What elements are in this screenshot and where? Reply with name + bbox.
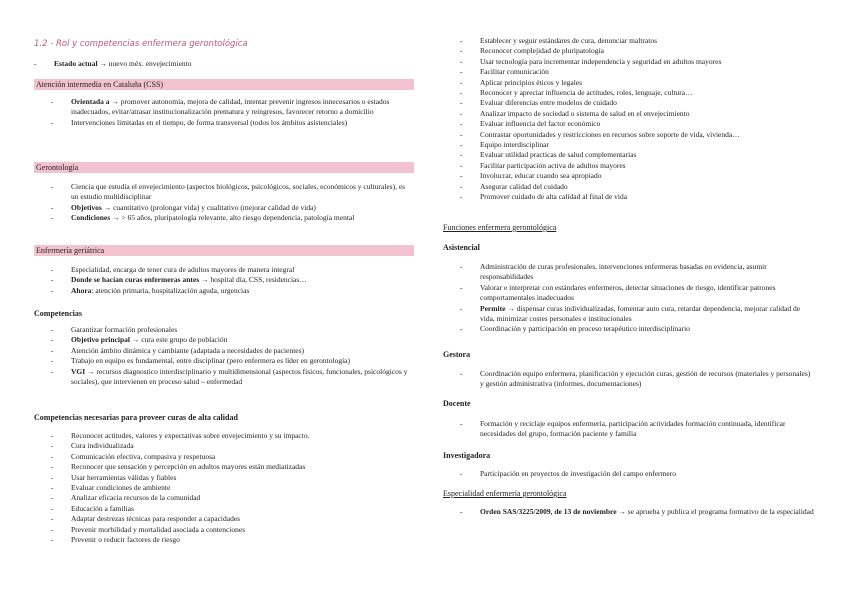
- estado-list: [34, 59, 414, 69]
- page-title: 1.2 - Rol y competencias enfermera gerontológica: [34, 39, 248, 49]
- atencion-header: Atención intermedia en Cataluña (CSS): [34, 79, 414, 90]
- funciones-heading: Funciones enfermera gerontológica: [443, 223, 557, 232]
- list-item: - Involucrar, educar cuando sea apropiado: [460, 171, 815, 181]
- asistencial-list: [460, 262, 815, 335]
- list-item: - Cura individualizada: [51, 441, 411, 451]
- list-item: - Evaluar diferencias entre modelos de cuidado: [460, 98, 815, 108]
- list-item: - Reconocer actitudes, valores y expectativas sobre envejecimiento y su impacto.: [51, 431, 411, 441]
- list-item: - Promover cuidado de alta calidad al final de vida: [460, 192, 815, 202]
- list-item: - Participación en proyectos de investigación del campo enfermero: [460, 469, 815, 479]
- list-item: - Valorar e interpretar con estándares enfermeros, detectar situaciones de riesgo, identificar patrones comportamentales inadecuados: [460, 283, 815, 304]
- list-item: - Reconocer que sensación y percepción en adultos mayores están mediatizadas: [51, 462, 411, 472]
- list-item: - Formación y reciclaje equipos enfermería, participación actividades formación continuada, identificar necesidades del grupo, formación paciente y familia: [460, 419, 815, 440]
- gerontologia-header: Gerontología: [34, 162, 414, 173]
- list-item: - Comunicación efectiva, compasiva y respetuosa: [51, 452, 411, 462]
- list-item: - Administración de curas profesionales, intervenciones enfermeras basadas en evidencia, asumir responsabilidades: [460, 262, 815, 283]
- especialidad-heading: Especialidad enfermería gerontológica: [443, 489, 567, 498]
- list-item: - Donde se hacían curas enfermeras antes → hospital día, CSS, residencias…: [51, 275, 411, 285]
- list-item: - Facilitar comunicación: [460, 67, 815, 77]
- list-item: - Garantizar formación profesionales: [51, 325, 411, 335]
- list-item: - Aplicar principios éticos y legales: [460, 78, 815, 88]
- list-item: - Objetivos → cuantitativo (prolongar vida) y cualitativo (mejorar calidad de vida): [51, 203, 411, 213]
- list-item: - Ahora: atención primaria, hospitalización aguda, urgencias: [51, 286, 411, 296]
- competencias-heading: Competencias: [34, 309, 82, 318]
- docente-list: [460, 419, 815, 440]
- list-item: - Coordinación equipo enfermera, planificación y ejecución curas, gestión de recursos (materiales y personales) y gestión administrativa (informes, documentaciones): [460, 369, 815, 390]
- list-item: - Contrastar oportunidades y restricciones en recursos sobre soporte de vida, vivienda…: [460, 130, 815, 140]
- docente-heading: Docente: [443, 399, 471, 408]
- list-item: - Establecer y seguir estándares de cura, denunciar maltratos: [460, 36, 815, 46]
- necesarias-list: [51, 431, 411, 545]
- enfermeria-header: Enfermería geriátrica: [34, 245, 414, 256]
- list-item: - Educación a familias: [51, 504, 411, 514]
- list-item: - Estado actual → nuevo méx. envejecimiento: [34, 59, 414, 69]
- gerontologia-list: [51, 182, 411, 224]
- list-item: - Reconocer y apreciar influencia de actitudes, roles, lenguaje, cultura…: [460, 88, 815, 98]
- enfermeria-list: [51, 265, 411, 296]
- list-item: - Especialidad, encarga de tener cura de adultos mayores de manera integral: [51, 265, 411, 275]
- list-item: - Permite → dispensar curas individualizadas, fomentar auto cura, retardar dependencia, mejorar calidad de vida, minimizar costes personales e institucionales: [460, 304, 815, 325]
- gestora-list: [460, 369, 815, 390]
- list-item: - Orientada a → promover autonomía, mejora de calidad, intentar prevenir ingresos innecesarios o estados inadecuados, evitar/atrasar institucionalización prematura y reingresos, favorecer retorno a domicilio: [51, 97, 411, 118]
- list-item: - Usar herramientas válidas y fiables: [51, 473, 411, 483]
- especialidad-list: [460, 507, 815, 517]
- list-item: - Prevenir morbilidad y mortalidad asociada a contenciones: [51, 525, 411, 535]
- necesarias-heading: Competencias necesarias para proveer curas de alta calidad: [34, 413, 238, 422]
- list-item: - Evaluar utilidad practicas de salud complementarias: [460, 150, 815, 160]
- gestora-heading: Gestora: [443, 350, 471, 359]
- asistencial-heading: Asistencial: [443, 243, 480, 252]
- list-item: - Atención ámbito dinámica y cambiante (adaptada a necesidades de pacientes): [51, 346, 411, 356]
- list-item: - Prevenir o reducir factores de riesgo: [51, 535, 411, 545]
- atencion-list: [51, 97, 411, 128]
- competencias-list: [51, 325, 411, 387]
- list-item: - Coordinación y participación en proceso terapéutico interdisciplinario: [460, 324, 815, 334]
- list-item: - Trabajo en equipo es fundamental, entre disciplinar (pero enfermera es líder en gerontología): [51, 356, 411, 366]
- list-item: - Adaptar destrezas técnicas para responder a capacidades: [51, 514, 411, 524]
- list-item: - Evaluar condiciones de ambiente: [51, 483, 411, 493]
- list-item: - Ciencia que estudia el envejecimiento (aspectos biológicos, psicológicos, sociales, económicos y culturales), es un estudio multidisciplinar: [51, 182, 411, 203]
- list-item: - Evaluar influencia del factor económico: [460, 119, 815, 129]
- list-item: - Condiciones → > 65 años, pluripatología relevante, alto riesgo dependencia, patología mental: [51, 213, 411, 223]
- list-item: - Equipo interdisciplinar: [460, 140, 815, 150]
- list-item: - Analizar eficacia recursos de la comunidad: [51, 493, 411, 503]
- competencias-cont-list: [460, 36, 815, 203]
- investigadora-heading: Investigadora: [443, 451, 491, 460]
- list-item: - Objetivo principal → cura este grupo de población: [51, 335, 411, 345]
- list-item: - Orden SAS/3225/2009, de 13 de noviembre → se aprueba y publica el programa formativo de la especialidad: [460, 507, 815, 517]
- list-item: - Asegurar calidad del cuidado: [460, 182, 815, 192]
- list-item: - VGI → recursos diagnostico interdisciplinario y multidimensional (aspectos físicos, funcionales, psicológicos y sociales), que intervienen en proceso salud – enfermedad: [51, 367, 411, 388]
- list-item: - Facilitar participación activa de adultos mayores: [460, 161, 815, 171]
- list-item: - Intervenciones limitadas en el tiempo, de forma transversal (todos los ámbitos asistenciales): [51, 118, 411, 128]
- list-item: - Usar tecnología para incrementar independencia y seguridad en adultos mayores: [460, 57, 815, 67]
- list-item: - Analizar impacto de sociedad o sistema de salud en el envejecimiento: [460, 109, 815, 119]
- list-item: - Reconocer complejidad de pluripatología: [460, 46, 815, 56]
- investigadora-list: [460, 469, 815, 479]
